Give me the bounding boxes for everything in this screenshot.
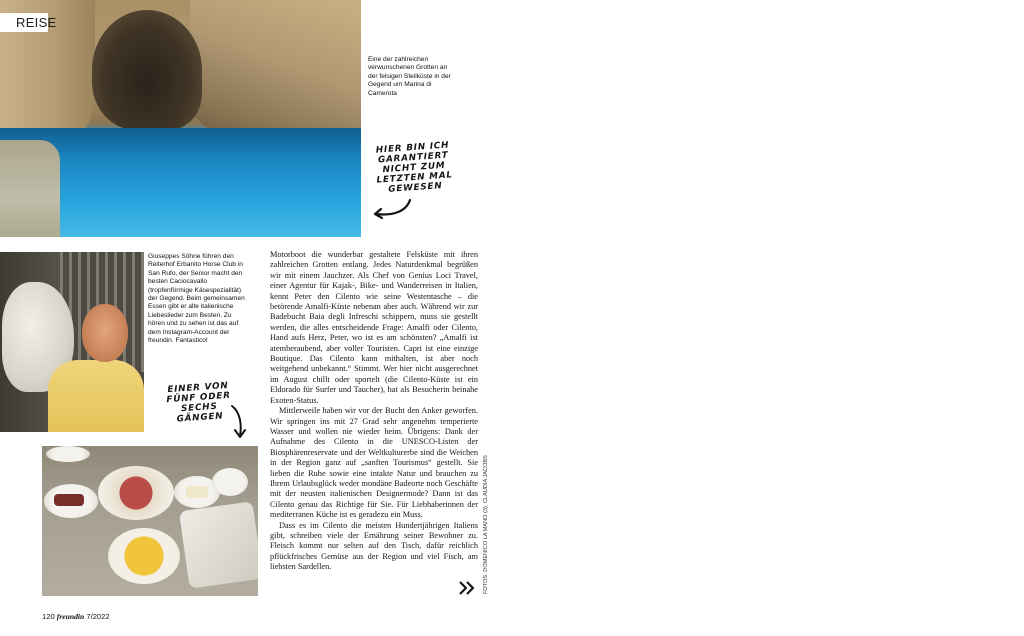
article-body bbox=[270, 250, 478, 573]
photo-credit bbox=[481, 455, 491, 594]
plate-vegetables bbox=[212, 468, 248, 496]
man-shirt bbox=[48, 360, 144, 432]
food-photo bbox=[42, 446, 258, 596]
napkin bbox=[179, 501, 258, 589]
continue-chevron-icon bbox=[458, 580, 476, 596]
shore-rock bbox=[0, 140, 60, 237]
body-paragraph: Mittlerweile haben wir vor der Bucht den Anker geworfen. Wir springen ins mit 27 Grad sehr angenehm temperierte Wasser und wollen nie wieder heim. Übrigens: Dank der Aufnahme des Cilento in die UNESCO-Listen der Biosphärenreservate und der Weltkulturerbe sind die Weichen in der Region ganz auf „sanften Tourismus“ gestellt. Sie lieben die Ruhe sowie eine intakte Natur und brauchen zu Ihrem Urlaubsglück weder mondäne Badeorte noch Geschäfte mit der neusten italienischen Designermode? Dann ist das Cilento genau das Richtige für Sie. Für Liebhaberinnen der mediterranen Küche ist es geradezu ein Muss. bbox=[270, 406, 478, 520]
stable-photo bbox=[0, 252, 144, 432]
plate-scrambled-eggs bbox=[108, 528, 180, 584]
magazine-name: freundin bbox=[56, 612, 85, 621]
page-folio bbox=[42, 612, 110, 621]
page-number: 120 bbox=[42, 612, 55, 621]
grotto-caption: Eine der zahlreichen verwunschenen Grotten an der felsigen Steilküste in der Gegend um Marina di Camerota bbox=[368, 56, 451, 97]
man-face bbox=[82, 304, 128, 362]
food-callout: EINER VON FÜNF ODER SECHS GÄNGEN bbox=[166, 380, 232, 425]
grotto-callout: HIER BIN ICH GARANTIERT NICHT ZUM LETZTEN MAL GEWESEN bbox=[375, 140, 454, 195]
stable-caption: Giuseppes Söhne führen den Reiterhof Erbanito Horse Club in San Rufo, der Senior macht den besten Caciocavallo (tropfenförmige Käsespezialität) der Gegend. Beim gemeinsamen Essen gibt er alte italienische Liebeslieder zum Besten. Zu hören und zu sehen ist das auf dem Instagram-Account der freundin. Fantastico! bbox=[148, 253, 245, 345]
plate-top bbox=[46, 446, 90, 462]
body-paragraph: Motorboot die wunderbar gestaltete Felsküste mit ihren zahlreichen Grotten entlang. Jedes Naturdenkmal begrüßen wir mit einem Jauchzer. Als Chef von Genius Loci Travel, einer Agentur für Kajak-, Bike- und Wanderreisen in Italien, kennt Peter den Cilento wie seine Westentasche – die betörende Amalfi-Küste nebenan aber auch. Während wir zur Badebucht Baia degli Infreschi schippern, muss sie gestellt werden, die alles entscheidende Frage: Amalfi oder Cilento, Hand aufs Herz, Peter, wo ist es am schönsten? „Amalfi ist atemberaubend, aber voller Touristen. Capri ist eine einzige Boutique. Das Cilento kann mithalten, ist aber noch weitgehend unbekannt.“ Stimmt. Wer hier nicht ausgerechnet im August chillt oder sportelt (die Cilento-Küste ist ein Eldorado für Surfer und Taucher), hat als Besucherin beinahe Exoten-Status. bbox=[270, 250, 478, 405]
body-paragraph: Dass es im Cilento die meisten Hundertjährigen Italiens gibt, schreiben viele der Ernährung seiner Bewohner zu. Fleisch kommt nur selten auf den Tisch, dafür reichlich pflückfrisches Gemüse aus der Region und viel Fisch, am liebsten Sardellen. bbox=[270, 520, 478, 572]
section-label: REISE bbox=[0, 13, 48, 32]
curved-arrow-icon bbox=[228, 404, 248, 440]
cheese-slices bbox=[186, 486, 208, 498]
issue-number: 7/2022 bbox=[86, 612, 110, 621]
photo-credit-text: FOTOS: DOMENICO LA MANO (3), CLAUDIA JACOBS bbox=[483, 455, 489, 594]
rock-formation bbox=[190, 0, 361, 140]
grotto-cave bbox=[92, 10, 202, 130]
plate-prosciutto bbox=[98, 466, 174, 520]
salami-slices bbox=[54, 494, 84, 506]
grotto-photo bbox=[0, 0, 361, 237]
curved-arrow-icon bbox=[370, 196, 414, 222]
